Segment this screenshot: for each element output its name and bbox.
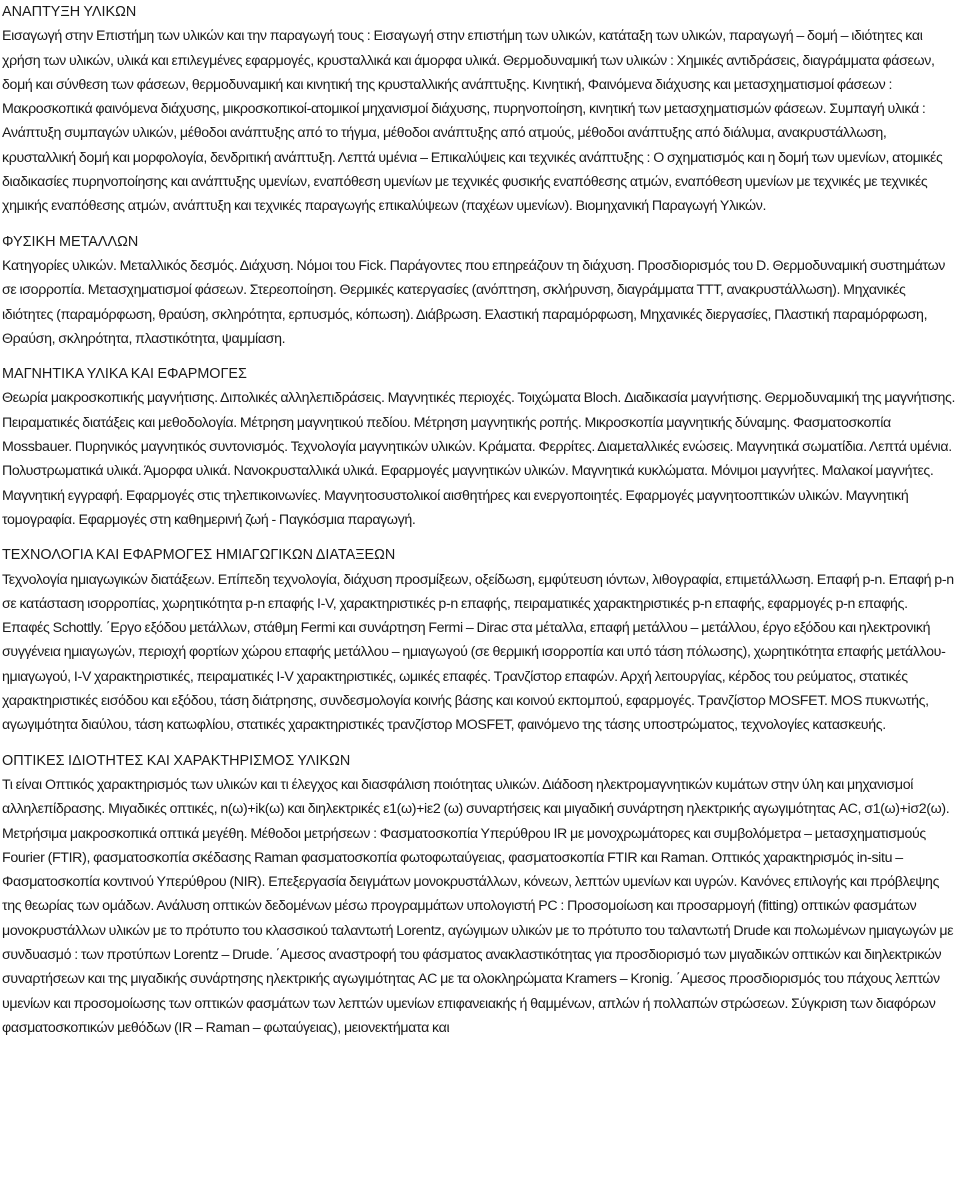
section-heading: ΜΑΓΝΗΤΙΚΑ ΥΛΙΚΑ ΚΑΙ ΕΦΑΡΜΟΓΕΣ bbox=[2, 366, 247, 383]
section-paragraph: Εισαγωγή στην Επιστήμη των υλικών και την παραγωγή τους : Εισαγωγή στην επιστήμη των υλικών, κατάταξη των υλικών, παραγωγή – δομή – ιδιότητες και χρήση των υλικών, υλικά και επιλεγμένες εφαρμογές, κρυσταλλικά και άμορφα υλικά. Θερμοδυναμική των υλικών : Χημικές αντιδράσεις, διαγράμματα φάσεων, δομή και σύνθεση των φάσεων, θερμοδυναμική και κινητική της κρυσταλλικής ανάπτυξης. Κινητική, Φαινόμενα διάχυσης και μετασχηματισμοί φάσεων : Μακροσκοπικά φαινόμενα διάχυσης, μικροσκοπικοί-ατομικοί μηχανισμοί διάχυσης, πυρηνοποίηση, κινητική των μετασχηματισμών φάσεων. Συμπαγή υλικά : Ανάπτυξη συμπαγών υλικών, μέθοδοι ανάπτυξης από το τήγμα, μέθοδοι ανάπτυξης από ατμούς, μέθοδοι ανάπτυξης από διάλυμα, ανακρυστάλλωση, κρυσταλλική δομή και μορφολογία, δενδριτική ανάπτυξη. Λεπτά υμένια – Επικαλύψεις και τεχνικές ανάπτυξης : Ο σχηματισμός και η δομή των υμενίων, ατομικές διαδικασίες πυρηνοποίησης και ανάπτυξης υμενίων, εναπόθεση υμενίων με τεχνικές φυσικής εναπόθεσης ατμών, εναπόθεση υμενίων με τεχνικές με τεχνικές χημικής εναπόθεσης ατμών, ανάπτυξη και τεχνικές παραγωγής επικαλύψεων (παχέων υμενίων). Βιομηχανική Παραγωγή Υλικών. bbox=[2, 28, 943, 215]
section-semiconductor-devices bbox=[2, 543, 957, 737]
section-optical-properties bbox=[2, 749, 957, 1041]
section-heading: ΤΕΧΝΟΛΟΓΙΑ ΚΑΙ ΕΦΑΡΜΟΓΕΣ ΗΜΙΑΓΩΓΙΚΩΝ ΔΙΑΤΑΞΕΩΝ bbox=[2, 547, 396, 564]
section-metal-physics bbox=[2, 230, 957, 351]
section-paragraph: Τι είναι Οπτικός χαρακτηρισμός των υλικών και τι έλεγχος και διασφάλιση ποιότητας υλικών. Διάδοση ηλεκτρομαγνητικών κυμάτων στην ύλη και μηχανισμοί αλληλεπίδρασης. Μιγαδικές οπτικές, n(ω)+ik(ω) και διηλεκτρικές ε1(ω)+iε2 (ω) συναρτήσεις και μιγαδική συνάρτηση ηλεκτρικής αγωγιμότητας AC, σ1(ω)+iσ2(ω). Μετρήσιμα μακροσκοπικά οπτικά μεγέθη. Μέθοδοι μετρήσεων : Φασματοσκοπία Υπερύθρου IR με μονοχρωμάτορες και συμβολόμετρα – μετασχηματισμούς Fourier (FTIR), φασματοσκοπία σκέδασης Raman φασματοσκοπία φωτοφωταύγειας, φασματοσκοπία FTIR και Raman. Οπτικός χαρακτηρισμός in-situ – Φασματοσκοπία κοντινού Υπερύθρου (NIR). Επεξεργασία δειγμάτων μονοκρυστάλλων, κόνεων, λεπτών υμενίων και υγρών. Κανόνες επιλογής και πρόβλεψης της θεωρίας των ομάδων. Ανάλυση οπτικών δεδομένων μέσω προγραμμάτων υπολογιστή PC : Προσομοίωση και προσαρμογή (fitting) οπτικών φασμάτων μονοκρυστάλλων υλικών με το πρότυπο του κλασσικού ταλαντωτή Lorentz, αγώγιμων υλικών με το πρότυπο του ταλαντωτή Drude και πολωμένων ημιαγωγών με συνδυασμό : των προτύπων Lorentz – Drude. ΄Αμεσος αναστροφή του φάσματος ανακλαστικότητας για προσδιορισμό των μιγαδικών οπτικών και διηλεκτρικών συναρτήσεων και της μιγαδικής συνάρτησης ηλεκτρικής αγωγιμότητας AC με τα ολοκληρώματα Kramers – Kronig. ΄Αμεσος προσδιορισμός του πάχους λεπτών υμενίων και προσομοίωσης των οπτικών φασμάτων των λεπτών υμενίων επιφανειακής ή θαμμένων, απλών ή πολλαπών στρώσεων. Σύγκριση των διαφόρων φασματοσκοπικών μεθόδων (IR – Raman – φωταύγειας), μειονεκτήματα και bbox=[2, 776, 954, 1036]
section-magnetic-materials bbox=[2, 362, 957, 532]
section-materials-development bbox=[2, 0, 957, 219]
section-paragraph: Τεχνολογία ημιαγωγικών διατάξεων. Επίπεδη τεχνολογία, διάχυση προσμίξεων, οξείδωση, εμφύτευση ιόντων, λιθογραφία, επιμετάλλωση. Επαφή p-n. Επαφή p-n σε κατάσταση ισορροπίας, χωρητικότητα p-n επαφής I-V, χαρακτηριστικές p-n επαφής, πειραματικές χαρακτηριστικές p-n επαφής, εφαρμογές p-n επαφής. Επαφές Schottly. ΄Εργο εξόδου μετάλλων, στάθμη Fermi και συνάρτηση Fermi – Dirac στα μέταλλα, επαφή μετάλλου – μετάλλου, έργο εξόδου και ηλεκτρονική συγγένεια ημιαγωγών, περιοχή φορτίων χώρου επαφής μετάλλου – ημιαγωγού (σε θερμική ισορροπία και υπό τάση πόλωσης), χωρητικότητα επαφής μετάλλου-ημιαγωγού, I-V χαρακτηριστικές, πειραματικές I-V χαρακτηριστικές, ωμικές επαφές. Τρανζίστορ επαφών. Αρχή λειτουργίας, κέρδος του ρεύματος, στατικές χαρακτηριστικές εισόδου και εξόδου, τάση διάτρησης, συνδεσμολογία κοινής βάσης και κοινού εκπομπού, εφαρμογές. Τρανζίστορ MOSFET. MOS πυκνωτής, αγωγιμότητα διαύλου, τάση κατωφλίου, στατικές χαρακτηριστικές τρανζίστορ MOSFET, φαινόμενο της τάσης υποστρώματος, τεχνολογίες κατασκευής. bbox=[2, 571, 954, 734]
section-heading: ΟΠΤΙΚΕΣ ΙΔΙΟΤΗΤΕΣ ΚΑΙ ΧΑΡΑΚΤΗΡΙΣΜΟΣ ΥΛΙΚΩΝ bbox=[2, 752, 351, 769]
section-heading: ΑΝΑΠΤΥΞΗ ΥΛΙΚΩΝ bbox=[2, 4, 137, 20]
section-paragraph: Θεωρία μακροσκοπικής μαγνήτισης. Διπολικές αλληλεπιδράσεις. Μαγνητικές περιοχές. Τοιχώματα Bloch. Διαδικασία μαγνήτισης. Θερμοδυναμική της μαγνήτισης. Πειραματικές διατάξεις και μεθοδολογία. Μέτρηση μαγνητικού πεδίου. Μέτρηση μαγνητικής ροπής. Μικροσκοπία μαγνητικής δύναμης. Φασματοσκοπία Mossbauer. Πυρηνικός μαγνητικός συντονισμός. Τεχνολογία μαγνητικών υλικών. Κράματα. Φερρίτες. Διαμεταλλικές ενώσεις. Μαγνητικά σωματίδια. Λεπτά υμένια. Πολυστρωματικά υλικά. Άμορφα υλικά. Νανοκρυσταλλικά υλικά. Εφαρμογές μαγνητικών υλικών. Μαγνητικά κυκλώματα. Μόνιμοι μαγνήτες. Μαλακοί μαγνήτες. Μαγνητική εγγραφή. Εφαρμογές στις τηλεπικοινωνίες. Μαγνητοσυστολικοί αισθητήρες και ενεργοποιητές. Εφαρμογές μαγνητοοπτικών υλικών. Μαγνητική τομογραφία. Εφαρμογές στη καθημερινή ζωή - Παγκόσμια παραγωγή. bbox=[2, 390, 956, 528]
section-paragraph: Κατηγορίες υλικών. Μεταλλικός δεσμός. Διάχυση. Νόμοι του Fick. Παράγοντες που επηρεάζουν τη διάχυση. Προσδιορισμός του D. Θερμοδυναμική συστημάτων σε ισορροπία. Μετασχηματισμοί φάσεων. Στερεοποίηση. Θερμικές κατεργασίες (ανόπτηση, σκλήρυνση, διαγράμματα ΤΤΤ, ανακρυστάλλωση). Μηχανικές ιδιότητες (παραμόρφωση, θραύση, σκληρότητα, ερπυσμός, κόπωση). Διάβρωση. Ελαστική παραμόρφωση, Μηχανικές διεργασίες, Πλαστική παραμόρφωση, Θραύση, σκληρότητα, πλαστικότητα, ψαμμίαση. bbox=[2, 257, 946, 347]
section-heading: ΦΥΣΙΚΗ ΜΕΤΑΛΛΩΝ bbox=[2, 233, 139, 250]
